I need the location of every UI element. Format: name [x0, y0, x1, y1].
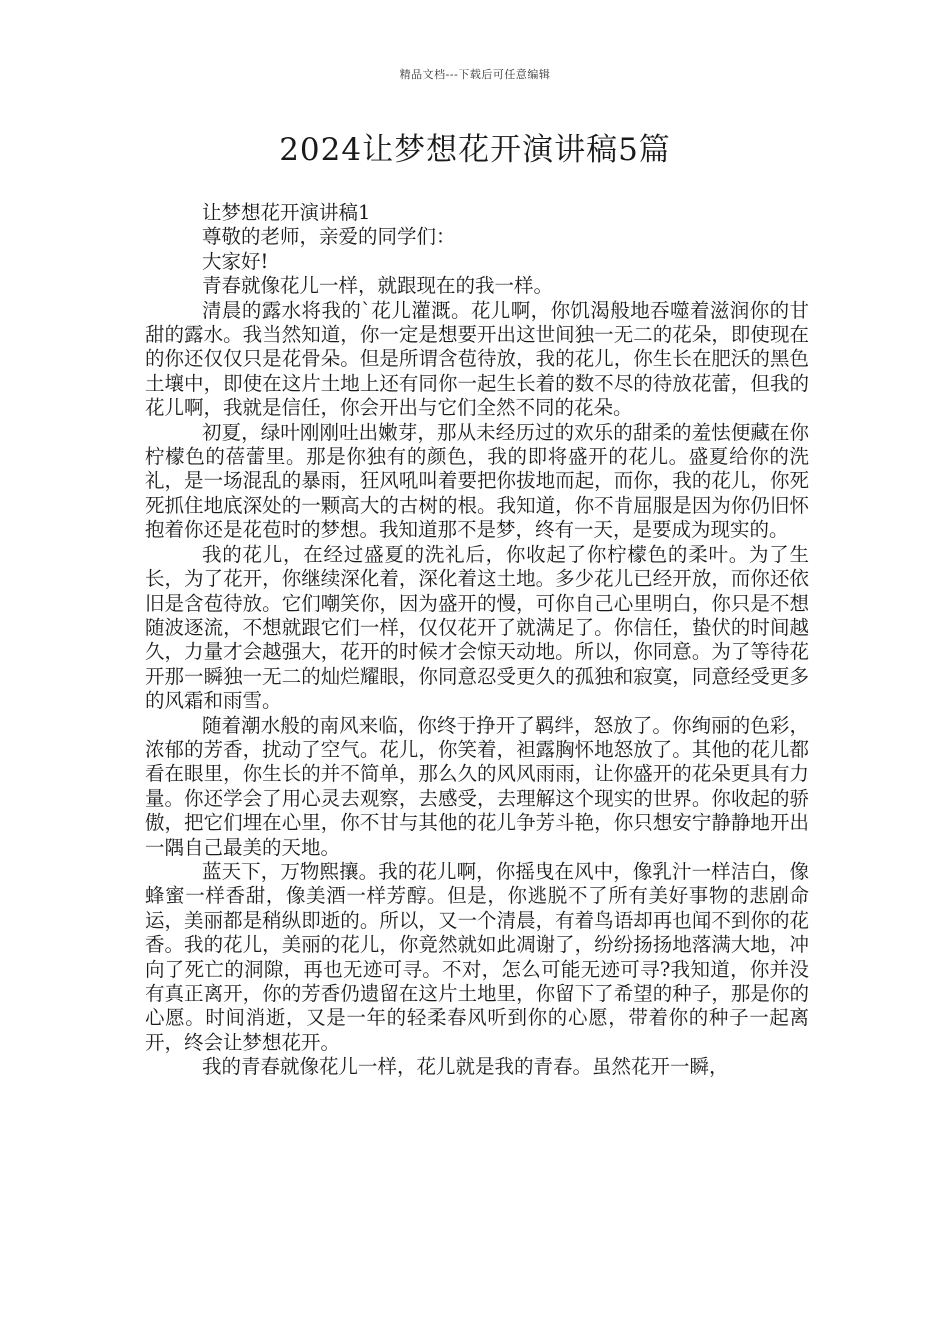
paragraph-1: 清晨的露水将我的`花儿灌溉。花儿啊，你饥渴般地吞噬着滋润你的甘甜的露水。我当然知道，你一定是想要开出这世间独一无二的花朵，即使现在的你还仅仅只是花骨朵。但是所谓含苞待放，我的花儿，你生长在肥沃的黑色土壤中，即使在这片土地上还有同你一起生长着的数不尽的待放花蕾，但我的花儿啊，我就是信任，你会开出与它们全然不同的花朵。: [145, 298, 809, 420]
document-body: [145, 201, 809, 1080]
greeting-line: 尊敬的老师，亲爱的同学们：: [202, 225, 456, 249]
document-subtitle: 让梦想花开演讲稿1: [202, 201, 371, 224]
header-note: 精品文档---下载后可任意编辑: [399, 68, 551, 81]
hello-line: 大家好!: [202, 249, 269, 273]
paragraph-6: 我的青春就像花儿一样，花儿就是我的青春。虽然花开一瞬，: [202, 1055, 729, 1079]
paragraph-4: 随着潮水般的南风来临，你终于挣开了羁绊，怒放了。你绚丽的色彩，浓郁的芳香，扰动了空气。花儿，你笑着，袒露胸怀地怒放了。其他的花儿都看在眼里，你生长的并不简单，那么久的风风雨雨，让你盛开的花朵更具有力量。你还学会了用心灵去观察，去感受，去理解这个现实的世界。你收起的骄傲，把它们埋在心里，你不甘与其他的花儿争芳斗艳，你只想安宁静静地开出一隅自己最美的天地。: [145, 713, 809, 859]
opening-line: 青春就像花儿一样，就跟现在的我一样。: [202, 274, 554, 298]
paragraph-3: 我的花儿，在经过盛夏的洗礼后，你收起了你柠檬色的柔叶。为了生长，为了花开，你继续深化着，深化着这土地。多少花儿已经开放，而你还依旧是含苞待放。它们嘲笑你，因为盛开的慢，可你自己心里明白，你只是不想随波逐流，不想就跟它们一样，仅仅花开了就满足了。你信任，蛰伏的时间越久，力量才会越强大，花开的时候才会惊天动地。所以，你同意。为了等待花开那一瞬独一无二的灿烂耀眼，你同意忍受更久的孤独和寂寞，同意经受更多的风霜和雨雪。: [145, 542, 809, 713]
paragraph-2: 初夏，绿叶刚刚吐出嫩芽，那从未经历过的欢乐的甜柔的羞怯便藏在你柠檬色的蓓蕾里。那是你独有的颜色，我的即将盛开的花儿。盛夏给你的洗礼，是一场混乱的暴雨，狂风吼叫着要把你拔地而起，而你，我的花儿，你死死抓住地底深处的一颗高大的古树的根。我知道，你不肯屈服是因为你仍旧怀抱着你还是花苞时的梦想。我知道那不是梦，终有一天，是要成为现实的。: [145, 420, 809, 542]
paragraph-5: 蓝天下，万物熙攘。我的花儿啊，你摇曳在风中，像乳汁一样洁白，像蜂蜜一样香甜，像美酒一样芳醇。但是，你逃脱不了所有美好事物的悲剧命运，美丽都是稍纵即逝的。所以，又一个清晨，有着鸟语却再也闻不到你的花香。我的花儿，美丽的花儿，你竟然就如此凋谢了，纷纷扬扬地落满大地，冲向了死亡的洞隙，再也无迹可寻。不对，怎么可能无迹可寻?我知道，你并没有真正离开，你的芳香仍遗留在这片土地里，你留下了希望的种子，那是你的心愿。时间消逝，又是一年的轻柔春风听到你的心愿，带着你的种子一起离开，终会让梦想花开。: [145, 859, 809, 1054]
document-title: 2024让梦想花开演讲稿5篇: [279, 132, 671, 168]
